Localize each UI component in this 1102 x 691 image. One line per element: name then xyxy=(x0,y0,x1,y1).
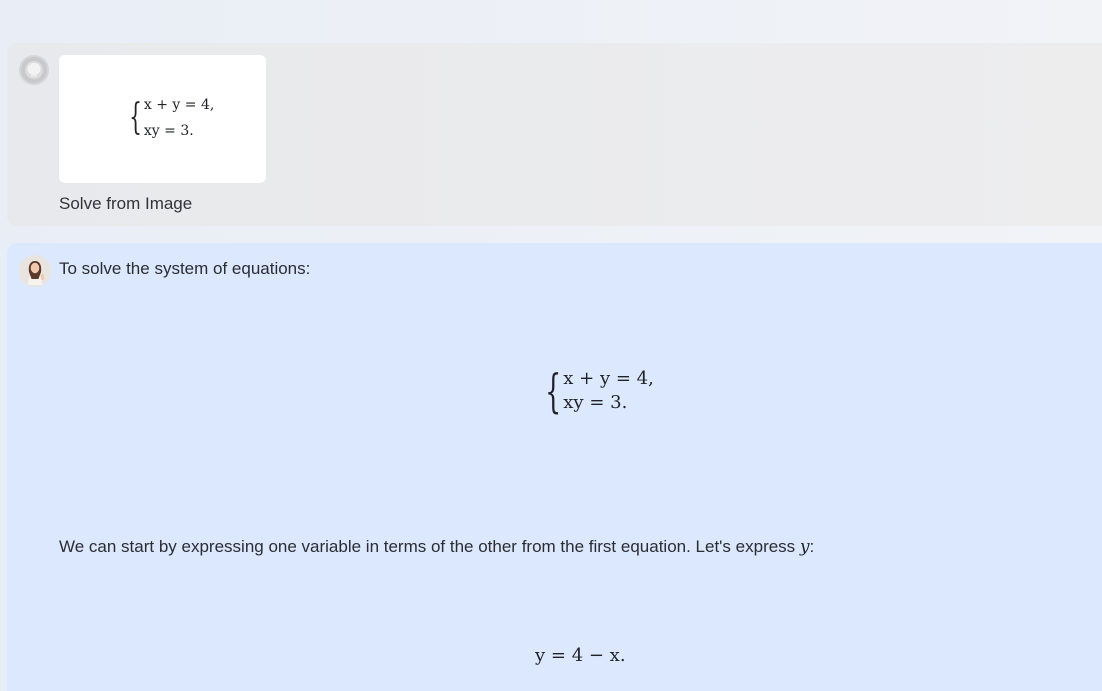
assistant-equation-1: x + y = 4, xyxy=(563,368,654,389)
uploaded-image[interactable] xyxy=(59,55,266,183)
assistant-expression: y = 4 − x. xyxy=(535,645,626,666)
brace: { xyxy=(545,364,562,418)
assistant-equation-2: xy = 3. xyxy=(563,392,628,413)
step-text: We can start by expressing one variable in terms of the other from the first equation. Let's express xyxy=(59,537,800,556)
assistant-equation-system xyxy=(532,364,654,418)
user-caption: Solve from Image xyxy=(59,194,193,213)
brace: { xyxy=(129,97,142,138)
github-cat-icon xyxy=(24,60,44,80)
image-equation-1: x + y = 4, xyxy=(143,97,215,113)
assistant-step-paragraph xyxy=(59,537,814,557)
user-message xyxy=(7,43,1102,226)
assistant-avatar xyxy=(19,255,51,287)
woman-avatar-icon xyxy=(19,255,51,287)
assistant-intro: To solve the system of equations: xyxy=(59,259,311,278)
image-equation-2: xy = 3. xyxy=(143,123,194,139)
assistant-message xyxy=(7,243,1102,691)
user-avatar-icon xyxy=(19,55,49,85)
step-colon: : xyxy=(809,537,815,556)
image-equation-system xyxy=(119,92,214,144)
step-variable: y xyxy=(799,537,810,557)
